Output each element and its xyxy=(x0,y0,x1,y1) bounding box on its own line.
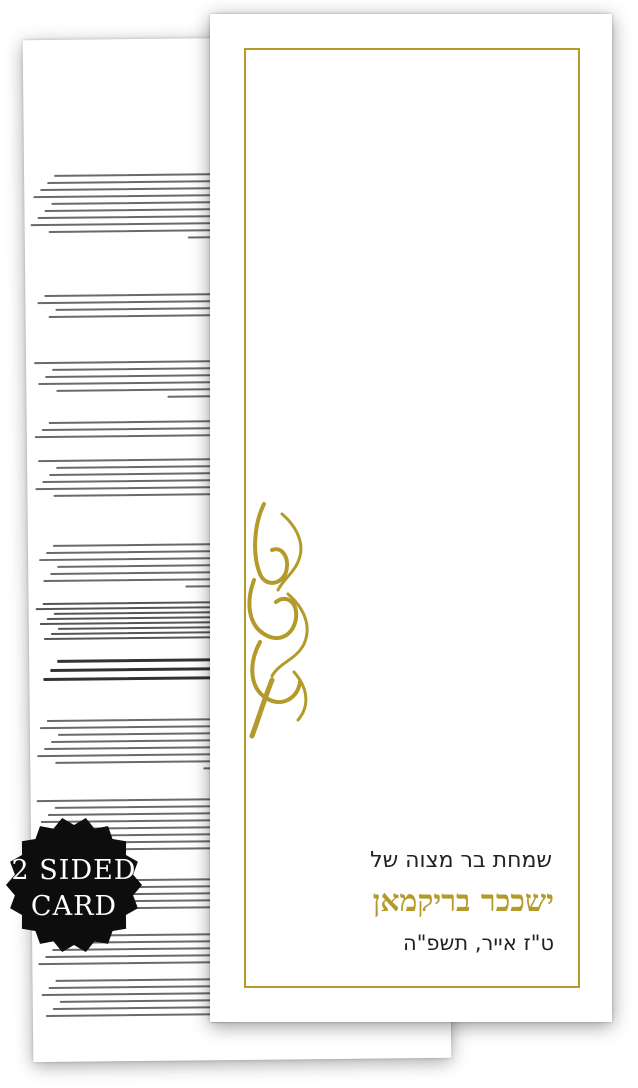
bar-mitzvah-heading: שמחת בר מצוה של xyxy=(370,848,552,873)
badge-line-2: CARD xyxy=(30,891,118,922)
badge-line-1: 2 SIDED xyxy=(11,855,137,886)
event-date: ט"ז אייר, תשפ"ה xyxy=(402,931,554,955)
monogram-calligraphy-icon xyxy=(224,484,334,744)
two-sided-badge xyxy=(4,815,144,955)
celebrant-name: ישככר בריקמאן xyxy=(372,884,554,919)
front-side-card xyxy=(210,14,612,1022)
